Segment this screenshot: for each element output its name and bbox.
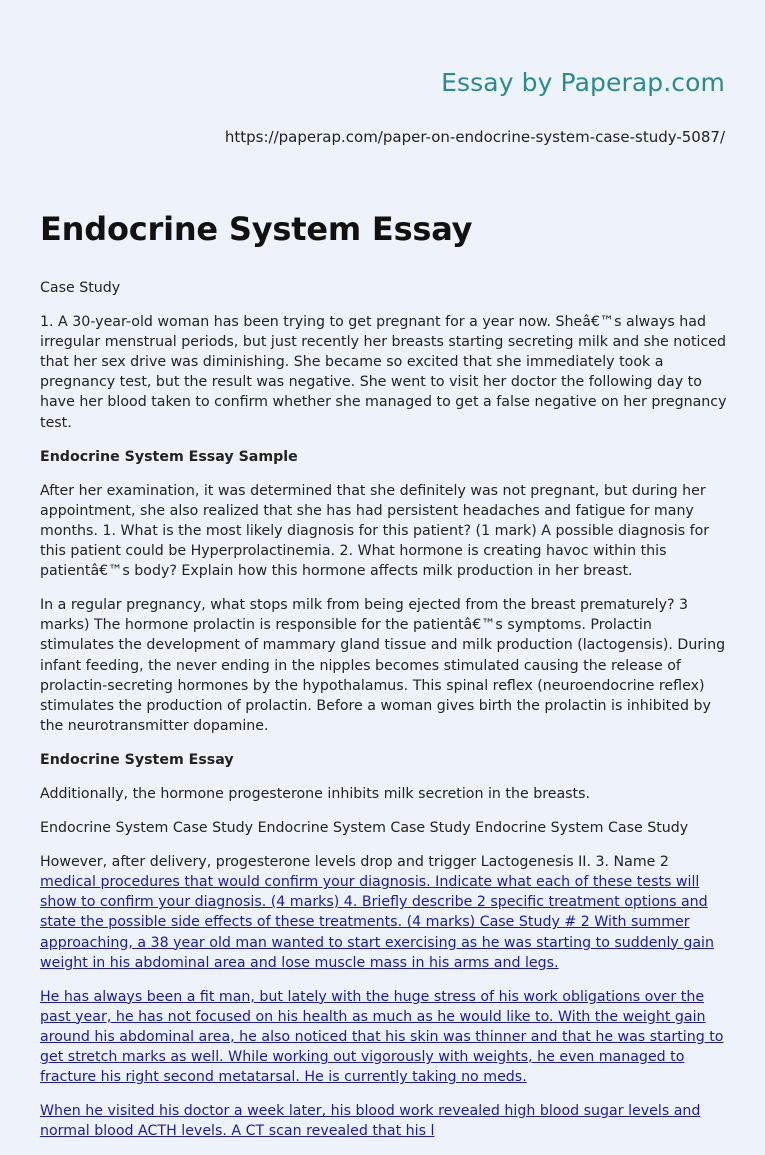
essay-link[interactable]: medical procedures that would confirm your diagnosis. Indicate what each of these tests will show to confirm your diagnosis. (4 marks) 4. Briefly describe 2 specific treatment options and state the possible side effects of these treatments. (4 marks) Case Study # 2 With summer approaching, a 38 year old man wanted to start exercising as he was starting to suddenly gain weight in his abdominal area and lose muscle mass in his arms and legs. [40, 874, 714, 971]
essay-body [40, 278, 728, 1155]
source-url: https://paperap.com/paper-on-endocrine-system-case-study-5087/ [224, 128, 725, 146]
essay-link[interactable]: When he visited his doctor a week later, his blood work revealed high blood sugar levels and normal blood ACTH levels. A CT scan revealed that his l [40, 1103, 701, 1140]
page-title: Endocrine System Essay [40, 210, 473, 248]
paragraph-case-study: Case Study [40, 280, 121, 296]
section-heading: Endocrine System Essay [40, 751, 234, 768]
paragraph: 1. A 30-year-old woman has been trying to get pregnant for a year now. Sheâ€™s always had irregular menstrual periods, but just recently her breasts starting secreting milk and she noticed that her sex drive was diminishing. She became so excited that she immediately took a pregnancy test, but the result was negative. She went to visit her doctor the following day to have her blood taken to confirm whether she managed to get a false negative on her pregnancy test. [40, 314, 727, 431]
paragraph [40, 1101, 728, 1141]
paragraph: Endocrine System Case Study Endocrine System Case Study Endocrine System Case Study [40, 820, 689, 837]
paragraph-text: However, after delivery, progesterone levels drop and trigger Lactogenesis II. 3. Name 2 [40, 854, 669, 871]
section-heading: Endocrine System Essay Sample [40, 448, 298, 465]
paragraph [40, 852, 728, 973]
paragraph [40, 987, 728, 1087]
site-brand-link[interactable]: Essay by Paperap.com [441, 68, 725, 97]
paragraph: After her examination, it was determined that she definitely was not pregnant, but during her appointment, she also realized that she has had persistent headaches and fatigue for many months. 1. What is the most likely diagnosis for this patient? (1 mark) A possible diagnosis for this patient could be Hyperprolactinemia. 2. What hormone is creating havoc within this patientâ€™s body? Explain how this hormone affects milk production in her breast. [40, 482, 710, 580]
paragraph: In a regular pregnancy, what stops milk from being ejected from the breast prematurely? 3 marks) The hormone prolactin is responsible for the patientâ€™s symptoms. Prolactin stimulates the development of mammary gland tissue and milk production (lactogensis). During infant feeding, the never ending in the nipples becomes stimulated causing the release of prolactin-secreting hormones by the hypothalamus. This spinal reflex (neuroendocrine reflex) stimulates the production of prolactin. Before a woman gives birth the prolactin is inhibited by the neurotransmitter dopamine. [40, 597, 726, 734]
paragraph: Additionally, the hormone progesterone inhibits milk secretion in the breasts. [40, 785, 591, 802]
essay-link[interactable]: He has always been a fit man, but lately with the huge stress of his work obligations over the past year, he has not focused on his health as much as he would like to. With the weight gain around his abdominal area, he also noticed that his skin was thinner and that he was starting to get stretch marks as well. While working out vigorously with weights, he even managed to fracture his right second metatarsal. He is currently taking no meds. [40, 988, 724, 1086]
